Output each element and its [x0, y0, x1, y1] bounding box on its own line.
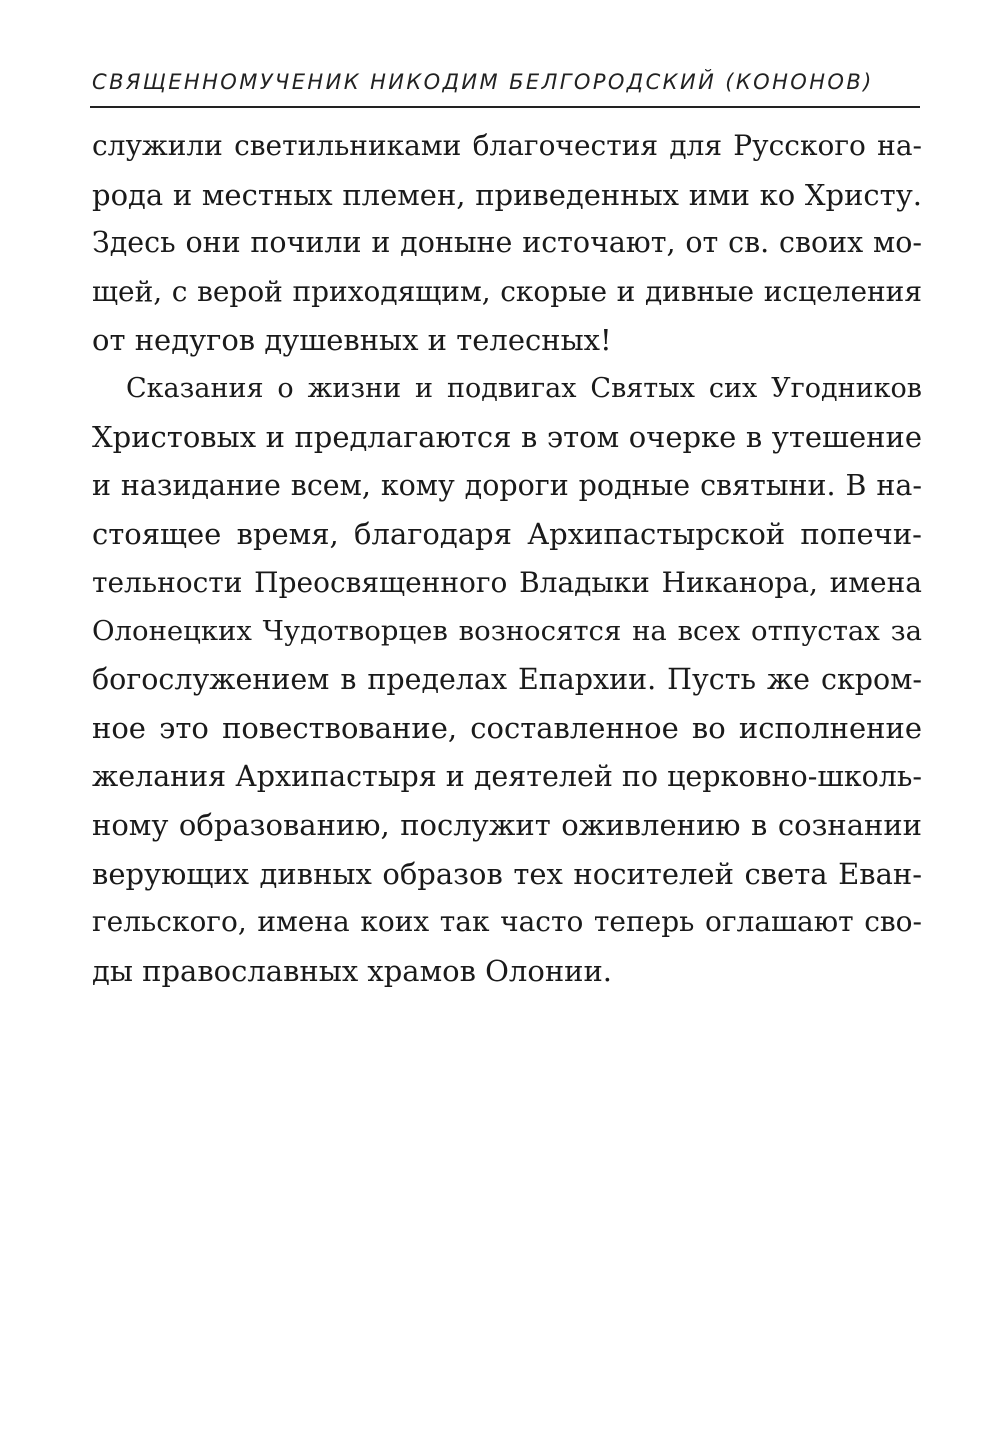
- text-line: Сказания о жизни и подвигах Святых сих Угодников: [126, 372, 922, 404]
- text-line: от недугов душевных и телесных!: [92, 323, 612, 357]
- paragraph: [92, 365, 922, 996]
- text-line: богослужением в пределах Епархии. Пусть же скром-: [92, 662, 922, 696]
- text-line: желания Архипастыря и деятелей по церковно-школь-: [92, 759, 923, 793]
- text-line: ды православных храмов Олонии.: [92, 953, 613, 988]
- body-text: [92, 122, 922, 995]
- running-head: СВЯЩЕННОМУЧЕНИК НИКОДИМ БЕЛГОРОДСКИЙ (КОНОНОВ): [92, 70, 874, 94]
- text-line: тельности Преосвященного Владыки Никанора, имена: [92, 565, 922, 599]
- text-line: Здесь они почили и доныне источают, от св. своих мо-: [92, 226, 922, 259]
- text-line: щей, с верой приходящим, скорые и дивные исцеления: [92, 274, 922, 308]
- text-line: ное это повествование, составленное во исполнение: [92, 711, 922, 745]
- text-line: служили светильниками благочестия для Русского на-: [92, 129, 922, 162]
- text-line: верующих дивных образов тех носителей света Еван-: [92, 856, 922, 891]
- text-line: рода и местных племен, приведенных ими ко Христу.: [92, 177, 922, 212]
- text-line: ному образованию, послужит оживлению в сознании: [92, 808, 922, 842]
- text-line: и назидание всем, кому дороги родные святыни. В на-: [92, 468, 922, 502]
- text-line: гельского, имена коих так часто теперь оглашают сво-: [92, 905, 922, 938]
- text-line: Христовых и предлагаются в этом очерке в утешение: [92, 420, 922, 454]
- header-rule: [90, 106, 920, 108]
- text-line: стоящее время, благодаря Архипастырской попечи-: [92, 517, 922, 551]
- text-line: Олонецких Чудотворцев возносятся на всех отпустах за: [92, 615, 922, 647]
- paragraph: [92, 122, 922, 365]
